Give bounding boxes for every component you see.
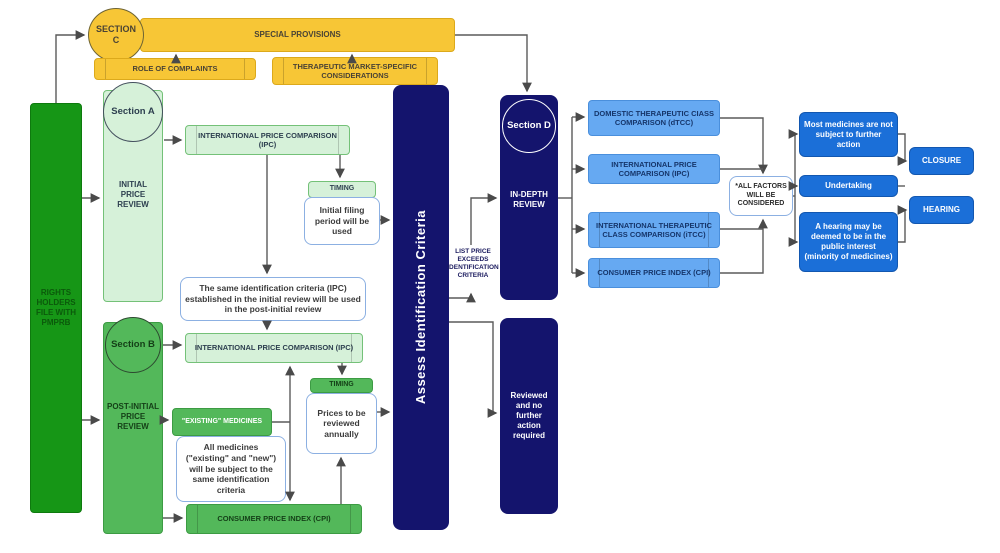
node-dtcc: DOMESTIC THERAPEUTIC CIASS COMPARISON (dTCC) [588, 100, 720, 136]
node-section-d: Section D [502, 99, 556, 153]
node-timing-a: TIMING [308, 181, 376, 198]
node-existing-medicines: "EXISTING" MEDICINES [172, 408, 272, 436]
node-section-c: SECTION C [88, 8, 144, 62]
node-ipc-a: INTERNATIONAL PRICE COMPARISON (IPC) [185, 125, 350, 155]
node-cpi-blue: CONSUMER PRICE INDEX (CPI) [588, 258, 720, 288]
node-all-medicines: All medicines ("existing" and "new") will be subject to the same identification criteria [176, 436, 286, 502]
node-list-price-label: LIST PRICE EXCEEDS IDENTIFICATION CRITERIA [447, 248, 499, 280]
node-ipc-b: INTERNATIONAL PRICE COMPARISON (IPC) [185, 333, 363, 363]
node-closure: CLOSURE [909, 147, 974, 175]
node-same-criteria: The same identification criteria (IPC) established in the initial review will be used in the post-initial review [180, 277, 366, 321]
node-hearing: HEARING [909, 196, 974, 224]
node-most-medicines: Most medicines are not subject to further action [799, 112, 898, 157]
node-post-initial-label: POST-INITIAL PRICE REVIEW [107, 402, 159, 431]
node-prices-reviewed: Prices to be reviewed annually [306, 393, 377, 454]
node-timing-b: TIMING [310, 378, 373, 393]
node-undertaking: Undertaking [799, 175, 898, 197]
node-initial-filing: Initial filing period will be used [304, 197, 380, 245]
node-cpi-green: CONSUMER PRICE INDEX (CPI) [186, 504, 362, 534]
node-ipc-blue: INTERNATIONAL PRICE COMPARISON (IPC) [588, 154, 720, 184]
node-special-provisions: SPECIAL PROVISIONS [140, 18, 455, 52]
node-reviewed-no-action: Reviewed and no further action required [500, 318, 558, 514]
node-role-of-complaints: ROLE OF COMPLAINTS [94, 58, 256, 80]
node-in-depth-label: IN-DEPTH REVIEW [510, 190, 548, 209]
node-rights-holders: RIGHTS HOLDERS FILE WITH PMPRB [30, 103, 82, 513]
node-assess-criteria [393, 85, 449, 530]
node-hearing-public: A hearing may be deemed to be in the public interest (minority of medicines) [799, 212, 898, 272]
node-section-a: Section A [103, 82, 163, 142]
node-all-factors: *ALL FACTORS WILL BE CONSIDERED [729, 176, 793, 216]
assess-criteria-label: Assess Identification Criteria [412, 210, 428, 405]
node-itcc: INTERNATIONAL THERAPEUTIC CLASS COMPARISON (iTCC) [588, 212, 720, 248]
node-therapeutic-market: THERAPEUTIC MARKET-SPECIFIC CONSIDERATIONS [272, 57, 438, 85]
node-section-b: Section B [105, 317, 161, 373]
node-initial-price-review-label: INITIAL PRICE REVIEW [117, 180, 149, 209]
